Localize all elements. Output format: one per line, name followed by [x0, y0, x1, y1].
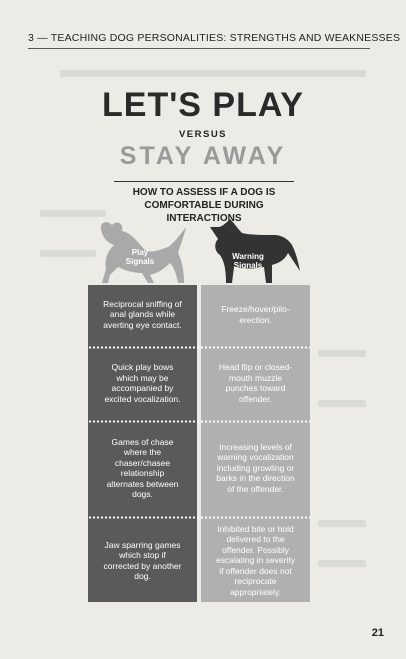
cell-line: if offender does not [219, 565, 292, 576]
cell-line: where the [123, 447, 162, 457]
warning-cell [201, 423, 310, 513]
cell-line: delivered to the [226, 534, 285, 545]
cell-line: Reciprocal sniffing of [103, 298, 182, 309]
cell-line: offender. [239, 393, 272, 404]
cell-line: excited vocalization. [104, 393, 181, 404]
cell-line: mouth muzzle [229, 372, 282, 383]
play-cell [88, 285, 197, 344]
infographic-subtitle: STAY AWAY [119, 142, 287, 170]
cell-line: of the offender. [227, 483, 284, 494]
cell-line: Head flip or closed- [218, 362, 293, 372]
bleed-through-line [318, 520, 366, 527]
warning-cell [201, 519, 310, 602]
cell-line: including growling or [216, 462, 295, 473]
cell-line: accompanied by [111, 383, 174, 393]
running-head-text: 3 — TEACHING DOG PERSONALITIES: STRENGTHS AND WEAKNESSES [28, 32, 401, 44]
bleed-through-line [318, 400, 366, 407]
running-head [28, 32, 400, 44]
bleed-through-line [318, 350, 366, 357]
tagline-line: HOW TO ASSESS IF A DOG IS [132, 187, 276, 198]
cell-line: corrected by another [103, 560, 182, 571]
play-signals-label [110, 248, 170, 266]
cell-line: Freeze/hover/pilo- [221, 304, 290, 314]
versus-label: VERSUS [178, 129, 228, 140]
tagline-line: COMFORTABLE DURING INTERACTIONS [144, 200, 264, 224]
cell-line: relationship [120, 468, 165, 478]
cell-line: chaser/chasee [114, 457, 171, 468]
warning-signals-label-line: Warning [232, 252, 264, 261]
page-number: 21 [371, 627, 384, 639]
cell-line: escalating in severity [216, 555, 295, 566]
cell-line: erection. [239, 314, 272, 325]
cell-line: which stop if [119, 550, 166, 560]
cell-line: Inhibited bite or hold [217, 523, 294, 534]
warning-dog-icon [200, 213, 310, 287]
cell-line: dog. [134, 571, 151, 581]
play-cell [88, 519, 197, 602]
play-signals-label-line: Signals [125, 257, 155, 266]
comparison-grid [88, 285, 310, 602]
cell-line: dogs. [132, 489, 153, 499]
cell-line: Quick play bows [111, 362, 174, 372]
cell-line: reciprocate [234, 576, 277, 587]
cell-line: punches toward [225, 383, 286, 393]
cell-line: Increasing levels of [219, 441, 292, 452]
infographic-title: LET'S PLAY [102, 86, 304, 124]
play-cell [88, 423, 197, 513]
bleed-through-line [318, 560, 366, 567]
bleed-through-line [60, 70, 366, 77]
play-signals-label-line: Play [131, 248, 149, 257]
cell-line: averting eye contact. [103, 319, 182, 330]
cell-line: warning vocalization [217, 452, 294, 463]
cell-line: alternates between [106, 478, 179, 489]
cell-line: which may be [116, 372, 169, 383]
warning-signals-label-line: Signals [233, 261, 263, 270]
header-rule [28, 48, 370, 49]
warning-signals-label [218, 252, 278, 270]
play-cell [88, 349, 197, 417]
warning-cell [201, 285, 310, 344]
cell-line: anal glands while [109, 309, 176, 320]
warning-cell [201, 349, 310, 417]
cell-line: Games of chase [111, 436, 174, 447]
cell-line: offender. Possibly [222, 544, 289, 555]
cell-line: barks in the direction [216, 473, 295, 484]
cell-line: appropriately. [230, 586, 281, 597]
cell-line: Jaw sparring games [104, 539, 181, 550]
